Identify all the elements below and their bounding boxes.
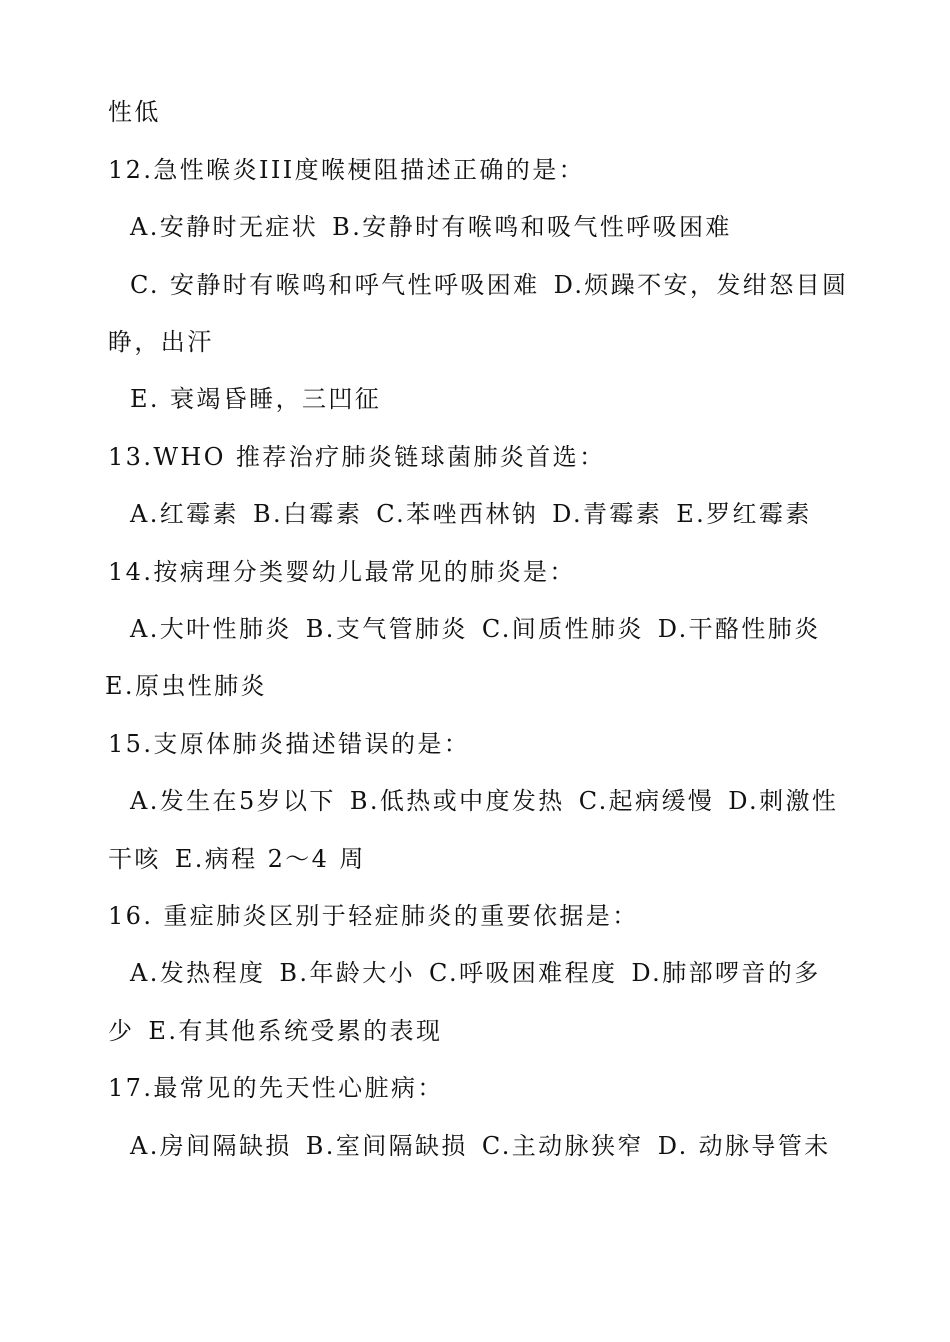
question-15-option-c: C.起病缓慢 <box>578 787 715 815</box>
question-12-option-b: B.安静时有喉鸣和吸气性呼吸困难 <box>332 213 732 241</box>
question-16-stem: 16. 重症肺炎区别于轻症肺炎的重要依据是： <box>108 902 639 930</box>
question-16-option-c: C.呼吸困难程度 <box>429 959 618 987</box>
question-12-option-c: C. 安静时有喉鸣和呼气性呼吸困难 <box>130 271 540 299</box>
question-13-options-row <box>130 499 812 529</box>
question-16-option-e: E.有其他系统受累的表现 <box>148 1017 443 1045</box>
question-16-option-d: D.肺部啰音的多 <box>631 959 821 987</box>
question-12-stem: 12.急性喉炎III度喉梗阻描述正确的是： <box>108 156 586 184</box>
question-14-options-row <box>130 614 821 644</box>
question-15-options-row-2 <box>108 844 366 874</box>
question-17-option-b: B.室间隔缺损 <box>305 1132 468 1160</box>
question-17-option-a: A.房间隔缺损 <box>130 1132 292 1160</box>
question-17-options-row <box>130 1131 831 1161</box>
question-13-stem: 13.WHO 推荐治疗肺炎链球菌肺炎首选： <box>108 443 606 471</box>
question-15-stem: 15.支原体肺炎描述错误的是： <box>108 730 471 758</box>
question-15-option-b: B.低热或中度发热 <box>349 787 565 815</box>
question-15-option-e: E.病程 2～4 周 <box>174 845 366 873</box>
question-12-option-d: D.烦躁不安，发绀怒目圆 <box>553 271 849 299</box>
question-13-option-b: B.白霉素 <box>252 500 363 528</box>
question-14-stem: 14.按病理分类婴幼儿最常见的肺炎是： <box>108 558 576 586</box>
question-16-option-b: B.年龄大小 <box>279 959 416 987</box>
question-15-option-d-continued: 干咳 <box>108 845 161 873</box>
question-12-option-a: A.安静时无症状 <box>130 213 319 241</box>
text-fragment: 性低 <box>108 98 161 126</box>
question-12-options-row-1 <box>130 212 732 242</box>
question-13-option-e: E.罗红霉素 <box>676 500 812 528</box>
question-17-option-d: D. 动脉导管未 <box>657 1132 831 1160</box>
question-13-option-c: C.苯唑西林钠 <box>376 500 539 528</box>
question-16-option-a: A.发热程度 <box>130 959 266 987</box>
question-12-option-e: E. 衰竭昏睡，三凹征 <box>130 385 382 413</box>
question-15-option-a: A.发生在5岁以下 <box>130 787 336 815</box>
question-16-options-row-2 <box>108 1016 442 1046</box>
question-14-option-e: E.原虫性肺炎 <box>105 672 267 700</box>
question-13-option-d: D.青霉素 <box>552 500 663 528</box>
question-14-option-a: A.大叶性肺炎 <box>130 615 292 643</box>
question-17-option-c: C.主动脉狭窄 <box>481 1132 644 1160</box>
question-14-option-b: B.支气管肺炎 <box>305 615 468 643</box>
question-12-option-d-continued: 睁，出汗 <box>108 328 214 356</box>
question-15-option-d: D.刺激性 <box>728 787 839 815</box>
question-14-option-c: C.间质性肺炎 <box>481 615 644 643</box>
question-15-options-row <box>130 786 838 816</box>
question-17-stem: 17.最常见的先天性心脏病： <box>108 1074 444 1102</box>
question-13-option-a: A.红霉素 <box>130 500 239 528</box>
question-14-option-d: D.干酪性肺炎 <box>657 615 821 643</box>
question-12-options-row-2 <box>130 270 848 300</box>
question-16-options-row <box>130 958 821 988</box>
question-16-option-d-continued: 少 <box>108 1017 135 1045</box>
